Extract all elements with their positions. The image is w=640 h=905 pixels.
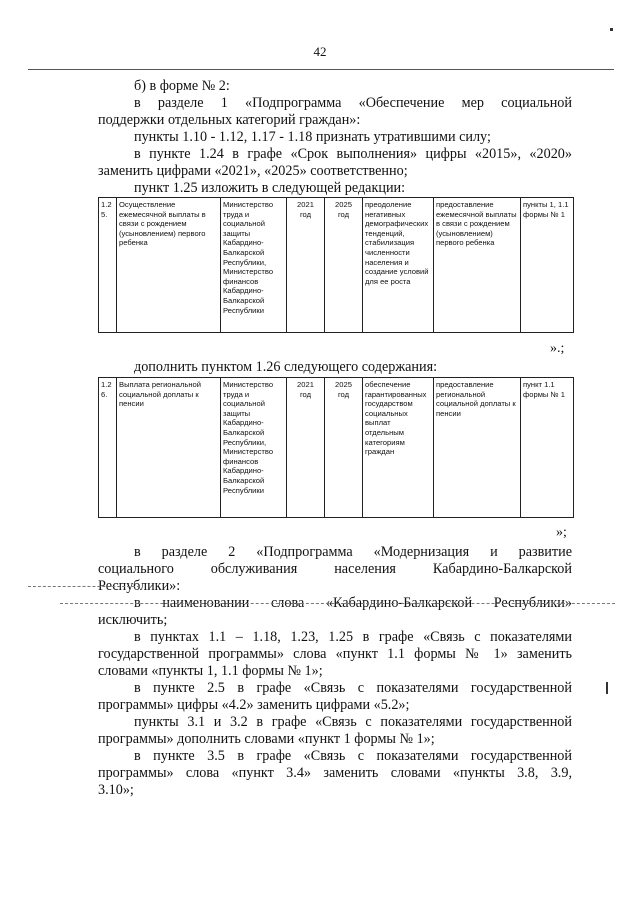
top-rule: [28, 69, 614, 70]
scan-speck: [610, 28, 613, 31]
scan-dash-left: [28, 586, 140, 587]
direction-cell: предоставление региональной социальной доплаты к пенсии: [434, 378, 521, 518]
section2-line7: государственной программы» слова «пункт 1.1 формы № 1» заменить: [98, 646, 572, 662]
table-1-25: [98, 197, 574, 333]
end-year-cell: 2025 год: [325, 198, 363, 333]
section1-line1: в разделе 1 «Подпрограмма «Обеспечение мер социальной: [134, 95, 572, 111]
start-year-cell: 2021 год: [287, 378, 325, 518]
table-1-close: ».;: [550, 341, 565, 356]
section1-line6: пункт 1.25 изложить в следующей редакции:: [134, 180, 406, 196]
scan-mark: [606, 682, 608, 694]
section1-line4: в пункте 1.24 в графе «Срок выполнения» цифры «2015», «2020»: [134, 146, 572, 162]
form2-intro: б) в форме № 2:: [134, 78, 230, 94]
section2-line15: 3.10»;: [98, 782, 134, 798]
row-number: 1.26.: [99, 378, 117, 518]
link-cell: пункт 1.1 формы № 1: [521, 378, 574, 518]
direction-cell: предоставление ежемесячной выплаты в связи с рождением (усыновлением) первого ребенка: [434, 198, 521, 333]
section2-line13: в пункте 3.5 в графе «Связь с показателями государственной: [134, 748, 572, 764]
row-number: 1.25.: [99, 198, 117, 333]
table-2-close: »;: [556, 525, 567, 540]
page-number: 42: [313, 44, 327, 59]
executor-cell: Министерство труда и социальной защиты Кабардино-Балкарской Республики, Министерство финансов Кабардино-Балкарской Республики: [221, 378, 287, 518]
section2-line5: исключить;: [98, 612, 168, 628]
section2-line1: в разделе 2 «Подпрограмма «Модернизация и развитие: [134, 544, 572, 560]
section2-line2: социального обслуживания населения Кабардино-Балкарской: [98, 561, 572, 577]
section2-line9: в пункте 2.5 в графе «Связь с показателями государственной: [134, 680, 572, 696]
link-cell: пункты 1, 1.1 формы № 1: [521, 198, 574, 333]
section2-line12: программы» дополнить словами «пункт 1 формы № 1»;: [98, 731, 435, 747]
section1-line5: заменить цифрами «2021», «2025» соответственно;: [98, 163, 408, 179]
section1-line3: пункты 1.10 - 1.12, 1.17 - 1.18 признать утратившими силу;: [134, 129, 491, 145]
result-cell: преодоление негативных демографических тенденций, стабилизация численности населения и создание условий для ее роста: [363, 198, 434, 333]
table-1-26: [98, 377, 574, 518]
measure-cell: Выплата региональной социальной доплаты к пенсии: [117, 378, 221, 518]
section2-line10: программы» цифры «4.2» заменить цифрами «5.2»;: [98, 697, 410, 713]
add-point-intro: дополнить пунктом 1.26 следующего содержания:: [134, 359, 438, 375]
measure-cell: Осуществление ежемесячной выплаты в связи с рождением (усыновлением) первого ребенка: [117, 198, 221, 333]
result-cell: обеспечение гарантированных государством социальных выплат отдельным категориям граждан: [363, 378, 434, 518]
table-row: [99, 378, 574, 518]
start-year-cell: 2021 год: [287, 198, 325, 333]
scan-dash-line: [60, 603, 615, 604]
section1-line2: поддержки отдельных категорий граждан»:: [98, 112, 361, 128]
section2-line3: Республики»:: [98, 578, 181, 594]
executor-cell: Министерство труда и социальной защиты Кабардино-Балкарской Республики, Министерство финансов Кабардино-Балкарской Республики: [221, 198, 287, 333]
section2-line14: программы» слова «пункт 3.4» заменить словами «пункты 3.8, 3.9,: [98, 765, 572, 781]
section2-line4: в наименовании слова «Кабардино-Балкарской Республики»: [134, 595, 572, 611]
section2-line6: в пунктах 1.1 – 1.18, 1.23, 1.25 в графе «Связь с показателями: [134, 629, 572, 645]
section2-line8: словами «пункты 1, 1.1 формы № 1»;: [98, 663, 323, 679]
end-year-cell: 2025 год: [325, 378, 363, 518]
table-row: [99, 198, 574, 333]
section2-line11: пункты 3.1 и 3.2 в графе «Связь с показателями государственной: [134, 714, 572, 730]
